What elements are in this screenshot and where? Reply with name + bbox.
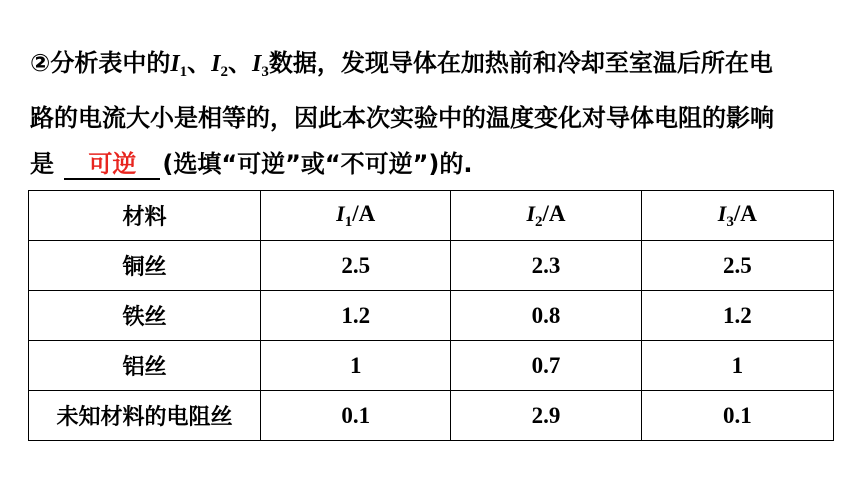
header-i3: $I_3/A$	[641, 191, 833, 241]
cell-i3: 2.5	[641, 241, 833, 291]
cell-i2: 0.7	[451, 341, 641, 391]
separator: 、	[228, 49, 253, 77]
paragraph-line-1	[30, 40, 830, 95]
var-i3: $I_3$	[252, 51, 269, 80]
table-row	[29, 341, 834, 391]
cell-i2: 2.9	[451, 391, 641, 441]
cell-material: 铁丝	[29, 291, 261, 341]
header-material: 材料	[29, 191, 261, 241]
text-segment: 分析表中的	[50, 49, 171, 77]
cell-i1: 1	[261, 341, 451, 391]
header-i2: $I_2/A$	[451, 191, 641, 241]
cell-i3: 1.2	[641, 291, 833, 341]
cell-i2: 2.3	[451, 241, 641, 291]
text-segment: (选填“可逆”或“不可逆”)的.	[162, 150, 473, 178]
cell-material: 铜丝	[29, 241, 261, 291]
cell-i1: 2.5	[261, 241, 451, 291]
cell-material: 铝丝	[29, 341, 261, 391]
table-row	[29, 241, 834, 291]
cell-i1: 1.2	[261, 291, 451, 341]
var-i1: $I_1$	[170, 51, 188, 80]
answer-text: 可逆	[88, 150, 137, 178]
table-header-row	[29, 191, 834, 241]
answer-blank	[64, 150, 160, 180]
data-table	[28, 190, 834, 441]
header-i1: $I_1/A$	[261, 191, 451, 241]
text-segment: 是	[30, 150, 54, 178]
table-row	[29, 391, 834, 441]
var-i2: $I_2$	[211, 51, 229, 80]
separator: 、	[187, 49, 212, 77]
cell-i1: 0.1	[261, 391, 451, 441]
paragraph-line-3	[30, 141, 830, 187]
text-segment: 数据，发现导体在加热前和冷却至室温后所在电	[268, 49, 773, 77]
table-row	[29, 291, 834, 341]
cell-material: 未知材料的电阻丝	[29, 391, 261, 441]
paragraph-line-2: 路的电流大小是相等的，因此本次实验中的温度变化对导体电阻的影响	[30, 104, 774, 132]
cell-i2: 0.8	[451, 291, 641, 341]
question-paragraph	[30, 40, 830, 187]
cell-i3: 0.1	[641, 391, 833, 441]
cell-i3: 1	[641, 341, 833, 391]
circle-number: ②	[30, 49, 51, 77]
